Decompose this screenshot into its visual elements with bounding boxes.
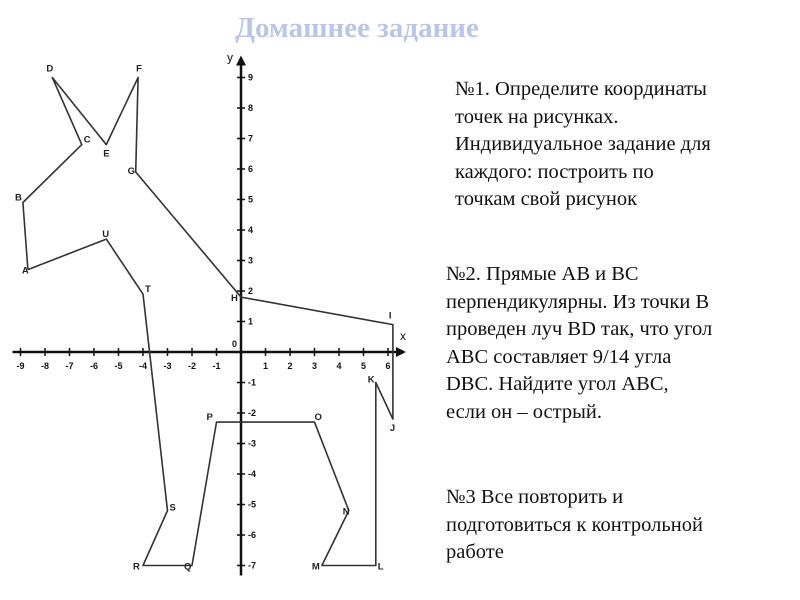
task-1-line: Индивидуальное задание для xyxy=(455,133,711,155)
x-tick-label: 6 xyxy=(385,361,391,371)
y-tick-label: 8 xyxy=(248,103,254,113)
point-label: T xyxy=(145,284,151,296)
y-tick-label: 5 xyxy=(248,194,254,205)
x-tick-label: 5 xyxy=(360,361,367,371)
point-label: M xyxy=(311,561,320,573)
y-axis-arrow xyxy=(236,56,246,66)
point-label: G xyxy=(127,166,136,178)
task-1-line: каждого: построить по xyxy=(455,160,654,183)
x-tick-label: -2 xyxy=(187,361,197,371)
x-tick-label: 4 xyxy=(336,361,342,371)
y-tick-label: -6 xyxy=(248,530,257,540)
y-tick-label: 4 xyxy=(248,225,254,235)
task-3-text xyxy=(446,484,703,567)
task-1-line: точкам свой рисунок xyxy=(455,188,638,210)
point-label: I xyxy=(388,310,392,322)
x-tick-label: -9 xyxy=(16,361,25,371)
point-label: L xyxy=(377,561,384,573)
task-1-text xyxy=(455,76,711,214)
x-tick-label: -6 xyxy=(89,361,99,371)
point-label: A xyxy=(21,265,29,277)
x-tick-label: -8 xyxy=(40,361,50,371)
point-label: H xyxy=(231,293,238,305)
x-tick-label: -7 xyxy=(65,361,74,371)
point-label: B xyxy=(14,192,22,204)
point-label: C xyxy=(83,134,91,146)
x-tick-label: 3 xyxy=(311,361,318,371)
task-3-line: №3 Все повторить и xyxy=(446,486,624,508)
x-tick-label: -4 xyxy=(138,361,148,371)
y-tick-label: -3 xyxy=(248,438,257,449)
point-label: E xyxy=(103,148,110,160)
coordinate-figure-donkey xyxy=(0,55,440,585)
point-label: K xyxy=(367,374,375,386)
task-2-line: DBC. Найдите угол ABC, xyxy=(446,373,669,395)
page-title: Домашнее задание xyxy=(235,12,479,44)
y-tick-label: -5 xyxy=(248,499,257,510)
point-label: R xyxy=(133,561,140,573)
x-tick-label: -3 xyxy=(163,361,172,371)
y-tick-label: 9 xyxy=(248,72,254,83)
point-label: F xyxy=(136,63,142,75)
task-3-line: работе xyxy=(446,541,504,563)
task-1-line: точек на рисунках. xyxy=(455,105,619,128)
task-3-line: подготовиться к контрольной xyxy=(446,513,703,536)
y-tick-label: 7 xyxy=(248,133,254,144)
point-label: P xyxy=(206,412,213,424)
y-tick-label: 1 xyxy=(248,316,254,327)
y-tick-label: -1 xyxy=(248,377,257,388)
task-2-line: проведен луч BD так, что угол xyxy=(446,318,713,340)
figure-outline xyxy=(23,78,396,566)
y-tick-label: -7 xyxy=(248,560,257,571)
task-2-line: если он – острый. xyxy=(446,400,602,423)
point-label: D xyxy=(46,63,54,75)
task-2-text xyxy=(446,261,712,426)
point-label: U xyxy=(102,229,110,241)
y-tick-label: 3 xyxy=(248,255,254,266)
x-tick-label: 1 xyxy=(262,361,269,371)
x-axis-label: x xyxy=(400,329,406,343)
point-label: O xyxy=(314,412,322,424)
y-tick-label: 6 xyxy=(248,164,254,174)
task-1-line: №1. Определите координаты xyxy=(455,78,707,100)
task-2-line: ABC составляет 9/14 угла xyxy=(446,345,672,368)
point-label: J xyxy=(389,423,396,435)
y-tick-label: -4 xyxy=(248,469,257,479)
task-2-line: перпендикулярны. Из точки B xyxy=(446,290,710,313)
point-label: S xyxy=(169,502,176,514)
x-axis-arrow xyxy=(396,347,406,357)
y-tick-label: -2 xyxy=(248,408,257,418)
task-2-line: №2. Прямые AB и BC xyxy=(446,263,639,285)
y-axis-label: y xyxy=(227,55,233,65)
point-label: N xyxy=(342,506,350,518)
point-label: Q xyxy=(184,561,192,573)
x-tick-label: 2 xyxy=(287,361,293,371)
x-tick-label: -5 xyxy=(114,361,123,371)
y-tick-label: 2 xyxy=(248,286,254,296)
origin-label: 0 xyxy=(232,339,238,349)
x-tick-label: -1 xyxy=(212,361,221,371)
